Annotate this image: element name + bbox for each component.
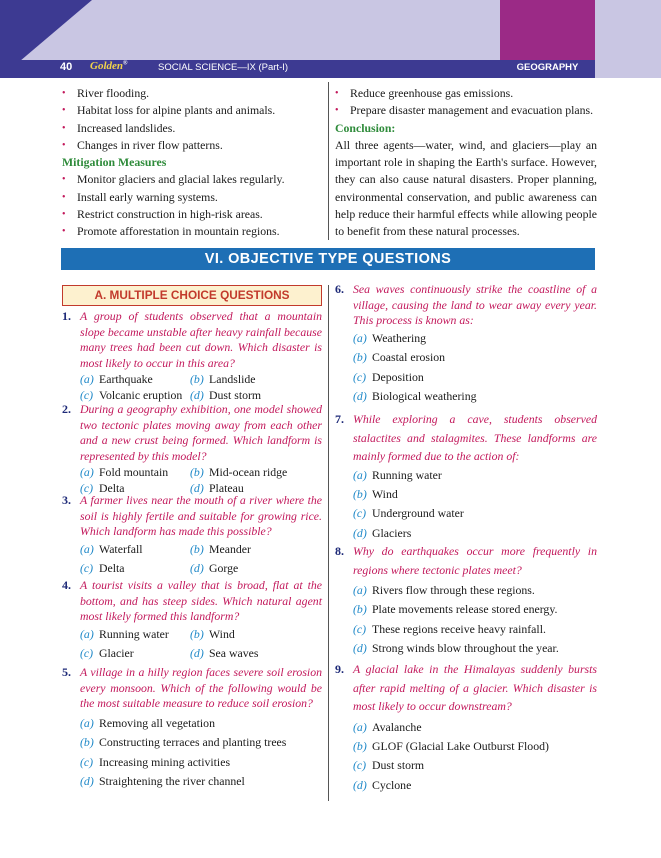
option-a: (a) Waterfall: [80, 541, 143, 556]
question-text: Why do earthquakes occur more frequently in regions where tectonic plates meet?: [353, 544, 597, 577]
question-6: [335, 282, 597, 406]
option-c: (c) Delta: [80, 561, 125, 576]
bullet-item: • Monitor glaciers and glacial lakes regularly.: [62, 171, 322, 188]
bullet-item: • Prepare disaster management and evacuation plans.: [335, 102, 597, 119]
top-left-column: [62, 85, 322, 241]
option-a: (a) Fold mountain: [80, 465, 169, 480]
option-b: (b) Landslide: [190, 372, 256, 387]
option-d: (d) Dust storm: [190, 388, 262, 403]
question-text: A glacial lake in the Himalayas suddenly bursts after rapid melting of a glacier. Which disaster is most likely to occur downstream?: [353, 662, 597, 713]
question-number: 9.: [335, 662, 344, 676]
page-number: 40: [60, 61, 73, 73]
logo-text: Golden: [90, 60, 123, 72]
question-number: 8.: [335, 544, 344, 558]
question-number: 1.: [62, 309, 71, 323]
logo-mark: ®: [123, 60, 128, 67]
conclusion-paragraph: All three agents—water, wind, and glaciers—play an important role in shaping the Earth's surface. However, they can also cause natural disasters. Proper planning, environmental conservation, and public awareness can help reduce their harmful effects while allowing people to benefit from these natural processes.: [335, 137, 597, 239]
option-c: (c) Dust storm: [353, 758, 425, 773]
bullet-item: • Restrict construction in high-risk areas.: [62, 206, 322, 223]
question-text: While exploring a cave, students observed stalactites and stalagmites. These landforms are mainly formed due to the action of:: [353, 412, 597, 463]
option-a: (a) Earthquake: [80, 372, 153, 387]
option-b: (b) Meander: [190, 541, 251, 556]
option-a: (a) Rivers flow through these regions.: [353, 583, 535, 597]
question-number: 6.: [335, 282, 344, 296]
book-title: SOCIAL SCIENCE—IX (Part-I): [158, 62, 289, 73]
bullet-item: • Install early warning systems.: [62, 189, 322, 206]
option-d: (d) Strong winds blow throughout the year.: [353, 641, 559, 656]
bullet-item: • Reduce greenhouse gas emissions.: [335, 85, 597, 102]
question-text: A tourist visits a valley that is broad, flat at the bottom, and has steep sides. Which natural agent most likely formed this landform?: [80, 578, 322, 624]
question-text: A village in a hilly region faces severe soil erosion every monsoon. Which of the following would be the most suitable measure to reduce soil erosion?: [80, 665, 322, 711]
question-9: [335, 660, 597, 795]
option-b: (b) Wind: [353, 486, 398, 501]
option-b: (b) Wind: [190, 626, 235, 641]
question-text: A group of students observed that a mountain slope became unstable after heavy rainfall because many trees had been cut down. Which disaster is most likely to occur in this area?: [80, 309, 322, 370]
option-a: (a) Weathering: [353, 330, 427, 345]
question-number: 7.: [335, 412, 344, 426]
bullet-item: • Increased landslides.: [62, 120, 322, 137]
bullet-icon: •: [62, 139, 66, 151]
question-2: [62, 402, 322, 496]
option-c: (c) These regions receive heavy rainfall.: [353, 621, 546, 636]
bullet-item: • Habitat loss for alpine plants and animals.: [62, 102, 322, 119]
bullet-icon: •: [62, 174, 66, 186]
question-3: [62, 493, 322, 579]
question-1: [62, 309, 322, 403]
mcq-heading: A. MULTIPLE CHOICE QUESTIONS: [62, 285, 322, 306]
option-c: (c) Volcanic eruption: [80, 388, 183, 403]
option-a: (a) Avalanche: [353, 719, 422, 734]
top-right-column: [335, 85, 597, 241]
option-c: (c) Glacier: [80, 646, 134, 661]
bullet-icon: •: [62, 105, 66, 117]
option-c: (c) Delta: [80, 481, 125, 496]
option-d: (d) Glaciers: [353, 525, 412, 540]
option-c: (c) Deposition: [353, 369, 424, 384]
option-a: (a) Running water: [353, 467, 442, 482]
question-8: [335, 542, 597, 659]
bullet-icon: •: [62, 209, 66, 221]
option-d: (d) Cyclone: [353, 777, 412, 792]
question-number: 2.: [62, 402, 71, 416]
publisher-logo: [90, 60, 127, 72]
question-text: A farmer lives near the mouth of a river where the soil is highly fertile and suitable for growing rice. Which landform has made this possible?: [80, 493, 322, 539]
option-b: (b) Plate movements release stored energy.: [353, 602, 558, 617]
mitigation-heading: Mitigation Measures: [62, 155, 167, 170]
question-text: During a geography exhibition, one model showed two tectonic plates moving away from each other and a new crust being formed. Which landform is represented by this model?: [80, 402, 322, 463]
option-d: (d) Biological weathering: [353, 389, 477, 403]
bullet-icon: •: [62, 226, 66, 238]
bullet-icon: •: [335, 88, 339, 99]
section-title: VI. OBJECTIVE TYPE QUESTIONS: [61, 248, 595, 270]
conclusion-heading: Conclusion:: [335, 120, 396, 135]
column-divider: [328, 82, 329, 240]
question-text: Sea waves continuously strike the coastline of a village, causing the land to wear away every year. This process is known as:: [353, 282, 597, 328]
bullet-icon: •: [62, 191, 66, 203]
option-a: (a) Removing all vegetation: [80, 715, 215, 730]
bullet-icon: •: [62, 88, 66, 99]
bullet-item: • Promote afforestation in mountain regions.: [62, 223, 322, 240]
bullet-icon: •: [62, 122, 66, 134]
question-5: [62, 665, 322, 791]
question-4: [62, 578, 322, 664]
subject-label: GEOGRAPHY: [516, 62, 579, 73]
option-c: (c) Increasing mining activities: [80, 754, 231, 769]
option-b: (b) Coastal erosion: [353, 350, 446, 365]
bullet-item: • River flooding.: [62, 85, 322, 102]
option-b: (b) Constructing terraces and planting trees: [80, 735, 287, 750]
question-number: 5.: [62, 665, 71, 679]
question-7: [335, 410, 597, 543]
option-a: (a) Running water: [80, 626, 169, 641]
bullet-item: • Changes in river flow patterns.: [62, 137, 322, 154]
question-number: 3.: [62, 493, 71, 507]
option-b: (b) Mid-ocean ridge: [190, 465, 288, 480]
option-d: (d) Gorge: [190, 561, 239, 576]
column-divider: [328, 285, 329, 801]
option-d: (d) Plateau: [190, 481, 244, 496]
option-c: (c) Underground water: [353, 506, 464, 521]
option-d: (d) Straightening the river channel: [80, 774, 245, 788]
bullet-icon: •: [335, 105, 339, 117]
option-b: (b) GLOF (Glacial Lake Outburst Flood): [353, 738, 549, 753]
option-d: (d) Sea waves: [190, 646, 259, 661]
question-number: 4.: [62, 578, 71, 592]
